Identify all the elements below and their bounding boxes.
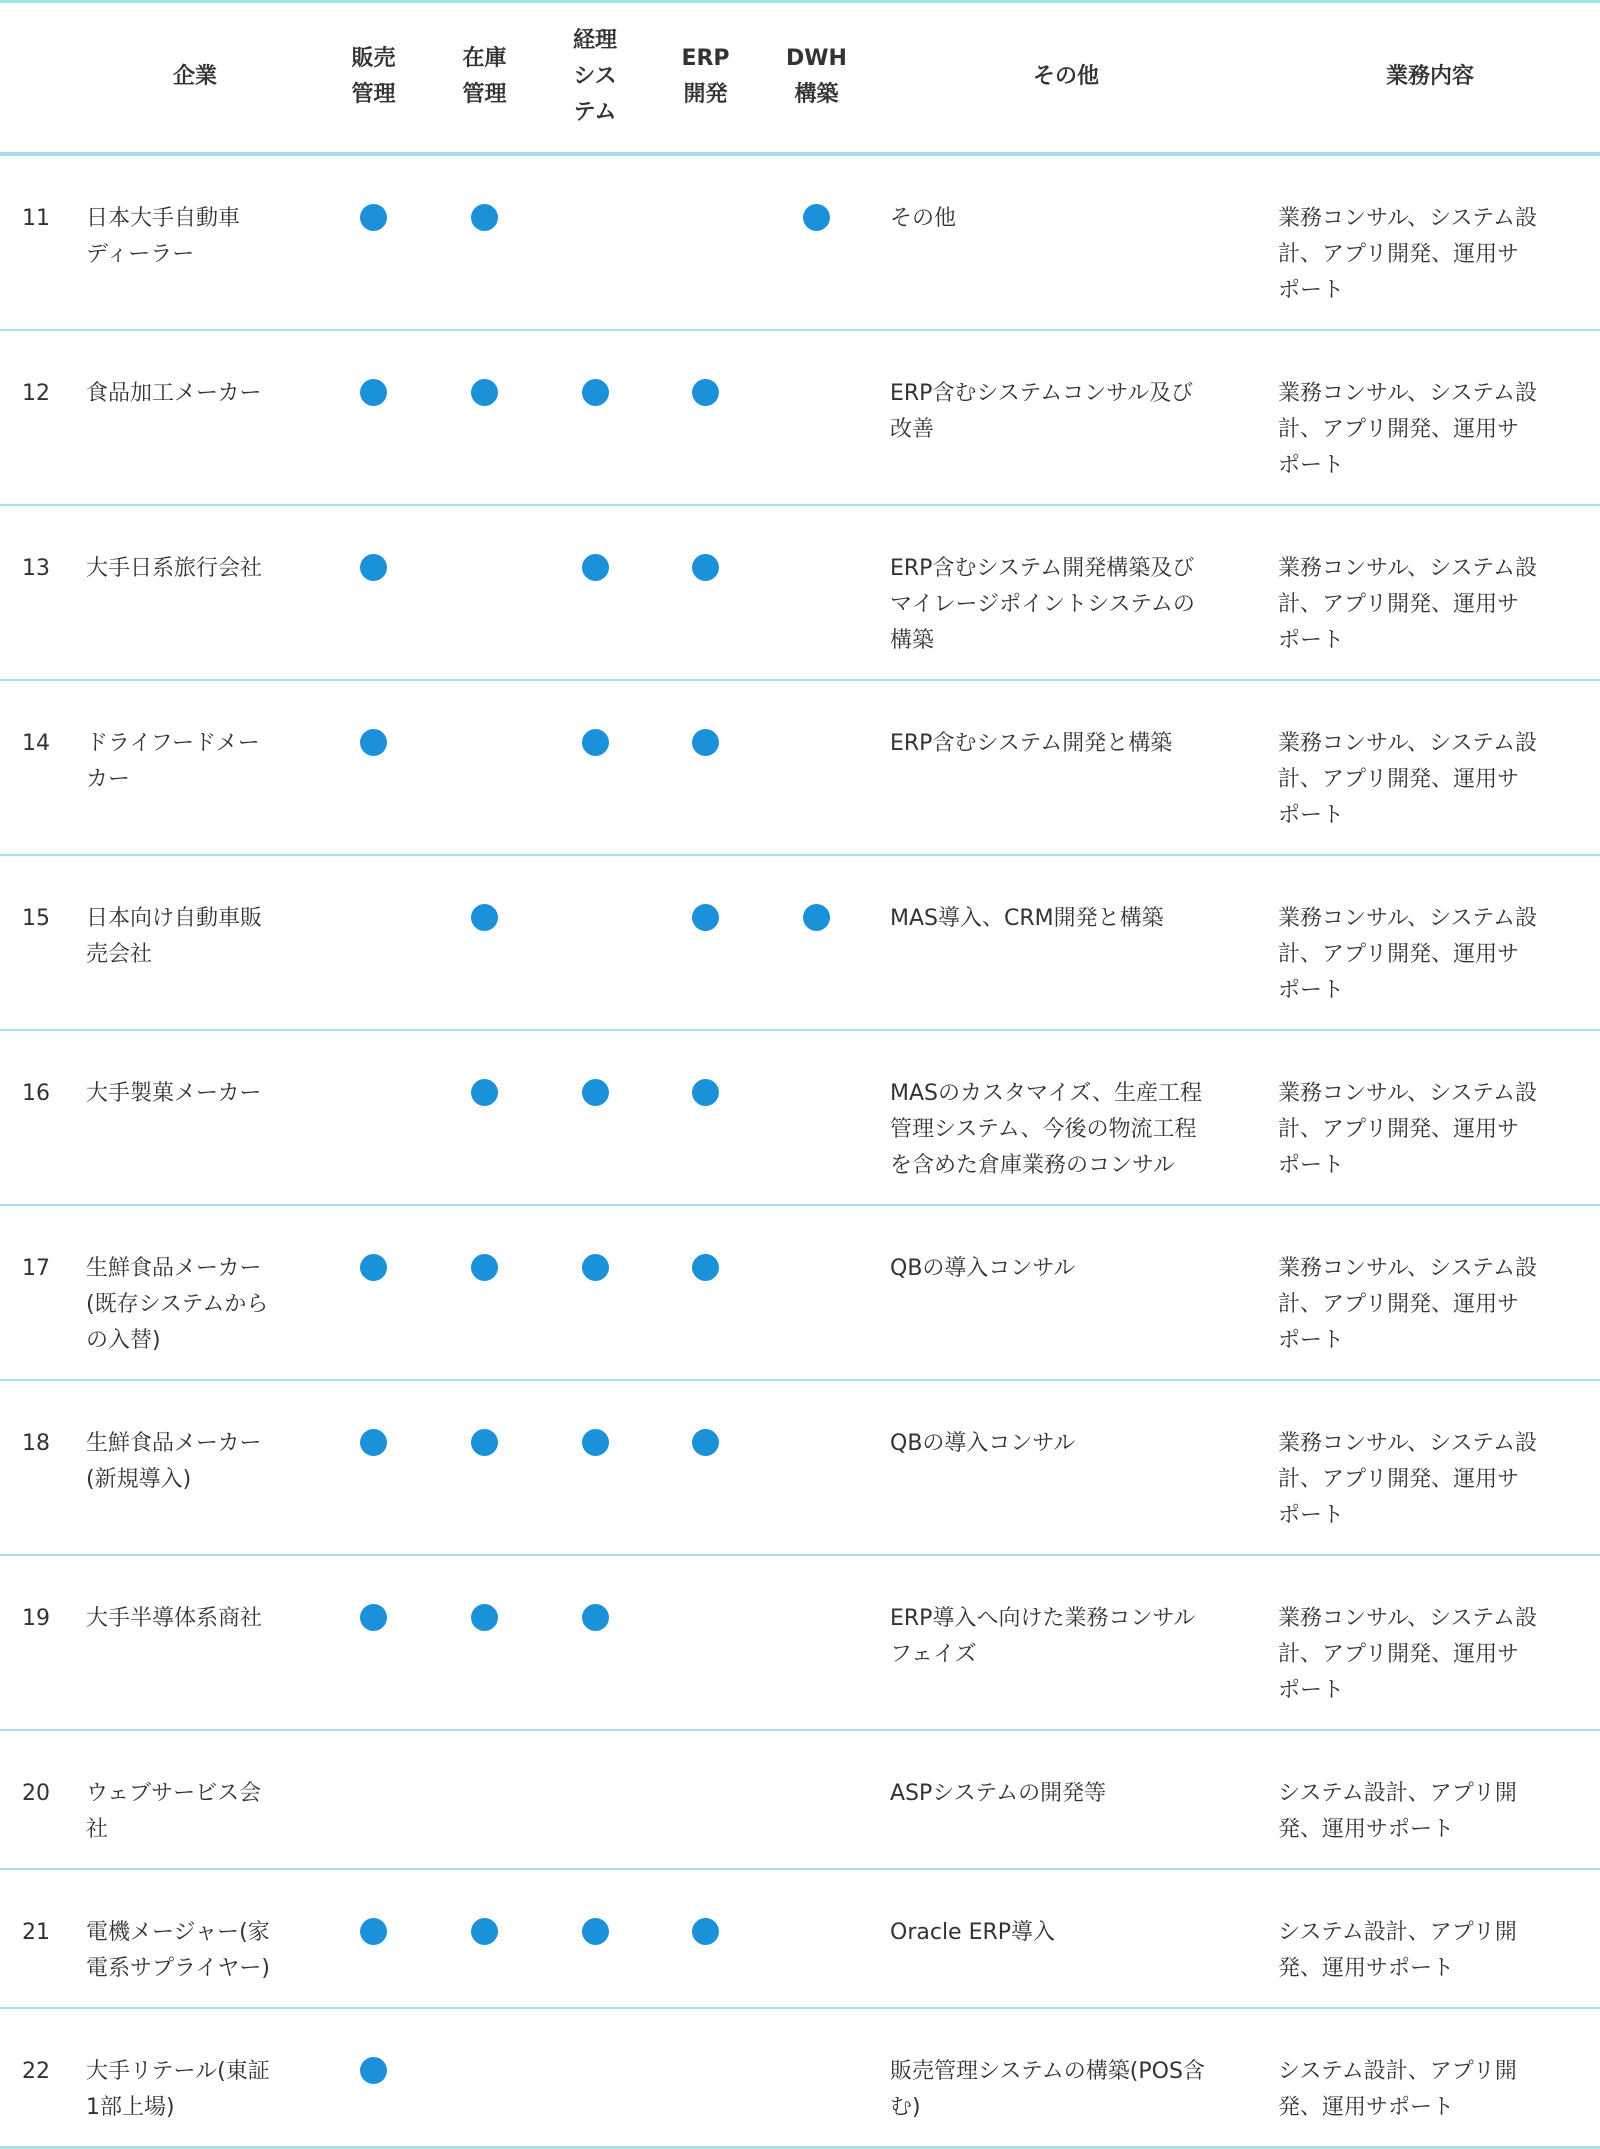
- table-row: [0, 1030, 1600, 1205]
- cell-inventory: [429, 1380, 540, 1555]
- cell-sales: [318, 1555, 429, 1730]
- filled-circle-icon: [471, 1254, 498, 1281]
- other-cell: [872, 330, 1260, 505]
- row-number: 21: [22, 1919, 50, 1945]
- text-line: ERP含むシステム開発と構築: [890, 730, 1173, 756]
- filled-circle-icon: [582, 1429, 609, 1456]
- filled-circle-icon: [692, 904, 719, 931]
- filled-circle-icon: [471, 1429, 498, 1456]
- cell-erp: [650, 505, 761, 680]
- text-line: を含めた倉庫業務のコンサル: [890, 1152, 1175, 1178]
- work-cell: [1260, 505, 1600, 680]
- table-row: [0, 330, 1600, 505]
- cell-inventory: [429, 2008, 540, 2148]
- text-line: 計、アプリ開発、運用サ: [1278, 1291, 1520, 1317]
- cell-accounting: [540, 1030, 650, 1205]
- text-line: 計、アプリ開発、運用サ: [1278, 1641, 1520, 1667]
- cell-erp: [650, 330, 761, 505]
- header-work: 業務内容: [1385, 64, 1474, 90]
- cell-accounting: [540, 330, 650, 505]
- filled-circle-icon: [360, 379, 387, 406]
- text-line: Oracle ERP導入: [890, 1919, 1056, 1945]
- company-cell: [72, 154, 318, 330]
- text-line: ドライフードメー: [86, 730, 260, 756]
- filled-circle-icon: [360, 729, 387, 756]
- company-cell: [72, 1380, 318, 1555]
- cell-dwh: [761, 1030, 872, 1205]
- cell-inventory: [429, 1030, 540, 1205]
- cell-dwh: [761, 680, 872, 855]
- work-cell: [1260, 154, 1600, 330]
- text-line: 発、運用サポート: [1278, 2094, 1455, 2120]
- filled-circle-icon: [360, 2057, 387, 2084]
- other-cell: [872, 1380, 1260, 1555]
- other-cell: [872, 680, 1260, 855]
- text-line: 発、運用サポート: [1278, 1955, 1455, 1981]
- cell-sales: [318, 855, 429, 1030]
- table-row: [0, 1869, 1600, 2008]
- text-line: ERP導入へ向けた業務コンサル: [890, 1605, 1196, 1631]
- cell-inventory: [429, 505, 540, 680]
- table-row: [0, 855, 1600, 1030]
- row-number: 16: [22, 1080, 50, 1106]
- cell-inventory: [429, 154, 540, 330]
- text-line: ポート: [1278, 977, 1345, 1003]
- text-line: 計、アプリ開発、運用サ: [1278, 941, 1520, 967]
- work-cell: [1260, 855, 1600, 1030]
- text-line: MASのカスタマイズ、生産工程: [890, 1080, 1202, 1106]
- row-number: 17: [22, 1255, 50, 1281]
- table-row: [0, 1380, 1600, 1555]
- text-line: 社: [86, 1816, 109, 1842]
- cell-inventory: [429, 1555, 540, 1730]
- text-line: システム設計、アプリ開: [1278, 1780, 1517, 1806]
- cell-sales: [318, 1380, 429, 1555]
- cell-accounting: [540, 1730, 650, 1869]
- cell-sales: [318, 154, 429, 330]
- other-cell: [872, 855, 1260, 1030]
- filled-circle-icon: [582, 729, 609, 756]
- cell-accounting: [540, 1205, 650, 1380]
- work-cell: [1260, 1205, 1600, 1380]
- cell-erp: [650, 154, 761, 330]
- cell-accounting: [540, 1869, 650, 2008]
- table-row: [0, 680, 1600, 855]
- table-body: [0, 154, 1600, 2148]
- cell-accounting: [540, 1555, 650, 1730]
- cell-dwh: [761, 1730, 872, 1869]
- filled-circle-icon: [360, 1918, 387, 1945]
- text-line: 大手製菓メーカー: [86, 1080, 262, 1106]
- text-line: 生鮮食品メーカー: [86, 1255, 262, 1281]
- filled-circle-icon: [360, 1429, 387, 1456]
- text-line: 食品加工メーカー: [86, 380, 262, 406]
- cell-dwh: [761, 1555, 872, 1730]
- cell-erp: [650, 2008, 761, 2148]
- text-line: 改善: [890, 416, 935, 442]
- header-number: [0, 2, 72, 154]
- text-line: 電機メージャー(家: [86, 1919, 270, 1945]
- work-cell: [1260, 330, 1600, 505]
- text-line: 計、アプリ開発、運用サ: [1278, 766, 1520, 792]
- row-number: 12: [22, 380, 50, 406]
- cell-dwh: [761, 1205, 872, 1380]
- other-cell: [872, 505, 1260, 680]
- text-line: システム設計、アプリ開: [1278, 1919, 1517, 1945]
- text-line: 業務コンサル、システム設: [1278, 1080, 1537, 1106]
- filled-circle-icon: [692, 729, 719, 756]
- text-line: ポート: [1278, 452, 1345, 478]
- table-row: [0, 2008, 1600, 2148]
- text-line: ポート: [1278, 627, 1345, 653]
- cell-inventory: [429, 1730, 540, 1869]
- header-other: その他: [1032, 64, 1099, 90]
- header-accounting: 経理 シス テム: [572, 28, 617, 126]
- text-line: ポート: [1278, 802, 1345, 828]
- work-cell: [1260, 2008, 1600, 2148]
- filled-circle-icon: [360, 204, 387, 231]
- table-row: [0, 1205, 1600, 1380]
- text-line: 日本大手自動車: [86, 205, 241, 231]
- text-line: 管理システム、今後の物流工程: [890, 1116, 1197, 1142]
- cell-erp: [650, 680, 761, 855]
- filled-circle-icon: [360, 1604, 387, 1631]
- cell-sales: [318, 680, 429, 855]
- row-number: 20: [22, 1780, 50, 1806]
- filled-circle-icon: [692, 554, 719, 581]
- other-cell: [872, 1205, 1260, 1380]
- cell-accounting: [540, 855, 650, 1030]
- filled-circle-icon: [471, 379, 498, 406]
- text-line: ポート: [1278, 1327, 1345, 1353]
- cell-accounting: [540, 1380, 650, 1555]
- text-line: その他: [890, 205, 957, 231]
- text-line: MAS導入、CRM開発と構築: [890, 905, 1164, 931]
- cell-sales: [318, 505, 429, 680]
- text-line: 構築: [890, 627, 935, 653]
- row-number: 13: [22, 555, 50, 581]
- text-line: 大手半導体系商社: [86, 1605, 263, 1631]
- text-line: ポート: [1278, 1502, 1345, 1528]
- cell-erp: [650, 1380, 761, 1555]
- cell-inventory: [429, 855, 540, 1030]
- other-cell: [872, 1869, 1260, 2008]
- header-erp: ERP 開発: [681, 46, 730, 108]
- text-line: 業務コンサル、システム設: [1278, 555, 1537, 581]
- cell-sales: [318, 1205, 429, 1380]
- text-line: む): [890, 2094, 921, 2120]
- text-line: の入替): [86, 1327, 161, 1353]
- text-line: 業務コンサル、システム設: [1278, 380, 1537, 406]
- text-line: ASPシステムの開発等: [890, 1780, 1107, 1806]
- other-cell: [872, 1555, 1260, 1730]
- text-line: QBの導入コンサル: [890, 1430, 1076, 1456]
- filled-circle-icon: [471, 1079, 498, 1106]
- cell-erp: [650, 1869, 761, 2008]
- cell-erp: [650, 1730, 761, 1869]
- filled-circle-icon: [692, 379, 719, 406]
- cell-sales: [318, 1869, 429, 2008]
- cell-erp: [650, 1030, 761, 1205]
- text-line: 計、アプリ開発、運用サ: [1278, 591, 1520, 617]
- cell-inventory: [429, 680, 540, 855]
- work-cell: [1260, 1730, 1600, 1869]
- text-line: QBの導入コンサル: [890, 1255, 1076, 1281]
- table-row: [0, 154, 1600, 330]
- work-cell: [1260, 1030, 1600, 1205]
- text-line: 計、アプリ開発、運用サ: [1278, 1466, 1520, 1492]
- text-line: 生鮮食品メーカー: [86, 1430, 262, 1456]
- cell-sales: [318, 1730, 429, 1869]
- text-line: 計、アプリ開発、運用サ: [1278, 241, 1520, 267]
- row-number: 22: [22, 2058, 50, 2084]
- header-sales: 販売 管理: [351, 46, 396, 108]
- cell-dwh: [761, 1869, 872, 2008]
- filled-circle-icon: [582, 554, 609, 581]
- cell-dwh: [761, 855, 872, 1030]
- text-line: 大手リテール(東証: [86, 2058, 270, 2084]
- text-line: ポート: [1278, 1152, 1345, 1178]
- filled-circle-icon: [582, 1254, 609, 1281]
- cell-erp: [650, 1555, 761, 1730]
- header-inventory: 在庫 管理: [462, 46, 507, 108]
- row-number: 14: [22, 730, 50, 756]
- cell-accounting: [540, 2008, 650, 2148]
- cell-dwh: [761, 330, 872, 505]
- filled-circle-icon: [803, 204, 830, 231]
- text-line: 売会社: [86, 941, 153, 967]
- text-line: システム設計、アプリ開: [1278, 2058, 1517, 2084]
- filled-circle-icon: [582, 379, 609, 406]
- table-row: [0, 505, 1600, 680]
- row-number: 15: [22, 905, 50, 931]
- company-cell: [72, 1730, 318, 1869]
- company-cell: [72, 680, 318, 855]
- cell-sales: [318, 2008, 429, 2148]
- text-line: 業務コンサル、システム設: [1278, 1255, 1537, 1281]
- text-line: 発、運用サポート: [1278, 1816, 1455, 1842]
- cell-erp: [650, 1205, 761, 1380]
- work-cell: [1260, 680, 1600, 855]
- filled-circle-icon: [692, 1254, 719, 1281]
- cell-accounting: [540, 154, 650, 330]
- text-line: 計、アプリ開発、運用サ: [1278, 416, 1520, 442]
- work-cell: [1260, 1555, 1600, 1730]
- text-line: フェイズ: [890, 1641, 977, 1667]
- text-line: ポート: [1278, 1677, 1345, 1703]
- company-cell: [72, 505, 318, 680]
- filled-circle-icon: [360, 1254, 387, 1281]
- text-line: 業務コンサル、システム設: [1278, 205, 1537, 231]
- cell-accounting: [540, 505, 650, 680]
- filled-circle-icon: [692, 1079, 719, 1106]
- cell-sales: [318, 1030, 429, 1205]
- header-dwh: DWH 構築: [786, 46, 847, 108]
- text-line: 計、アプリ開発、運用サ: [1278, 1116, 1520, 1142]
- filled-circle-icon: [360, 554, 387, 581]
- table-header-row: [0, 2, 1600, 154]
- row-number: 11: [22, 205, 50, 231]
- text-line: 電系サプライヤー): [86, 1955, 270, 1981]
- text-line: 販売管理システムの構築(POS含: [890, 2058, 1205, 2084]
- cell-sales: [318, 330, 429, 505]
- filled-circle-icon: [471, 1604, 498, 1631]
- text-line: 業務コンサル、システム設: [1278, 1605, 1537, 1631]
- text-line: 業務コンサル、システム設: [1278, 1430, 1537, 1456]
- filled-circle-icon: [471, 204, 498, 231]
- cell-inventory: [429, 1205, 540, 1380]
- text-line: カー: [86, 766, 131, 792]
- text-line: 日本向け自動車販: [86, 905, 263, 931]
- filled-circle-icon: [692, 1918, 719, 1945]
- cell-dwh: [761, 505, 872, 680]
- other-cell: [872, 1030, 1260, 1205]
- text-line: ERP含むシステムコンサル及び: [890, 380, 1194, 406]
- company-cell: [72, 330, 318, 505]
- cell-inventory: [429, 330, 540, 505]
- work-cell: [1260, 1380, 1600, 1555]
- text-line: 業務コンサル、システム設: [1278, 730, 1537, 756]
- company-cell: [72, 1030, 318, 1205]
- cell-accounting: [540, 680, 650, 855]
- filled-circle-icon: [471, 1918, 498, 1945]
- cell-inventory: [429, 1869, 540, 2008]
- row-number: 19: [22, 1605, 50, 1631]
- text-line: ERP含むシステム開発構築及び: [890, 555, 1195, 581]
- company-cell: [72, 855, 318, 1030]
- company-cell: [72, 1205, 318, 1380]
- company-cell: [72, 1869, 318, 2008]
- text-line: (新規導入): [86, 1466, 192, 1492]
- other-cell: [872, 154, 1260, 330]
- table-row: [0, 1730, 1600, 1869]
- cell-dwh: [761, 2008, 872, 2148]
- text-line: ポート: [1278, 277, 1345, 303]
- other-cell: [872, 2008, 1260, 2148]
- filled-circle-icon: [582, 1918, 609, 1945]
- filled-circle-icon: [803, 904, 830, 931]
- other-cell: [872, 1730, 1260, 1869]
- work-cell: [1260, 1869, 1600, 2008]
- text-line: ウェブサービス会: [86, 1780, 262, 1806]
- filled-circle-icon: [582, 1079, 609, 1106]
- company-cell: [72, 2008, 318, 2148]
- filled-circle-icon: [582, 1604, 609, 1631]
- text-line: マイレージポイントシステムの: [890, 591, 1195, 617]
- text-line: 大手日系旅行会社: [86, 555, 263, 581]
- text-line: ディーラー: [86, 241, 195, 267]
- company-cell: [72, 1555, 318, 1730]
- table-row: [0, 1555, 1600, 1730]
- filled-circle-icon: [471, 904, 498, 931]
- cell-dwh: [761, 1380, 872, 1555]
- row-number: 18: [22, 1430, 50, 1456]
- text-line: (既存システムから: [86, 1291, 269, 1317]
- cell-dwh: [761, 154, 872, 330]
- text-line: 業務コンサル、システム設: [1278, 905, 1537, 931]
- filled-circle-icon: [692, 1429, 719, 1456]
- cell-erp: [650, 855, 761, 1030]
- header-company: 企業: [172, 64, 217, 90]
- text-line: 1部上場): [86, 2094, 175, 2120]
